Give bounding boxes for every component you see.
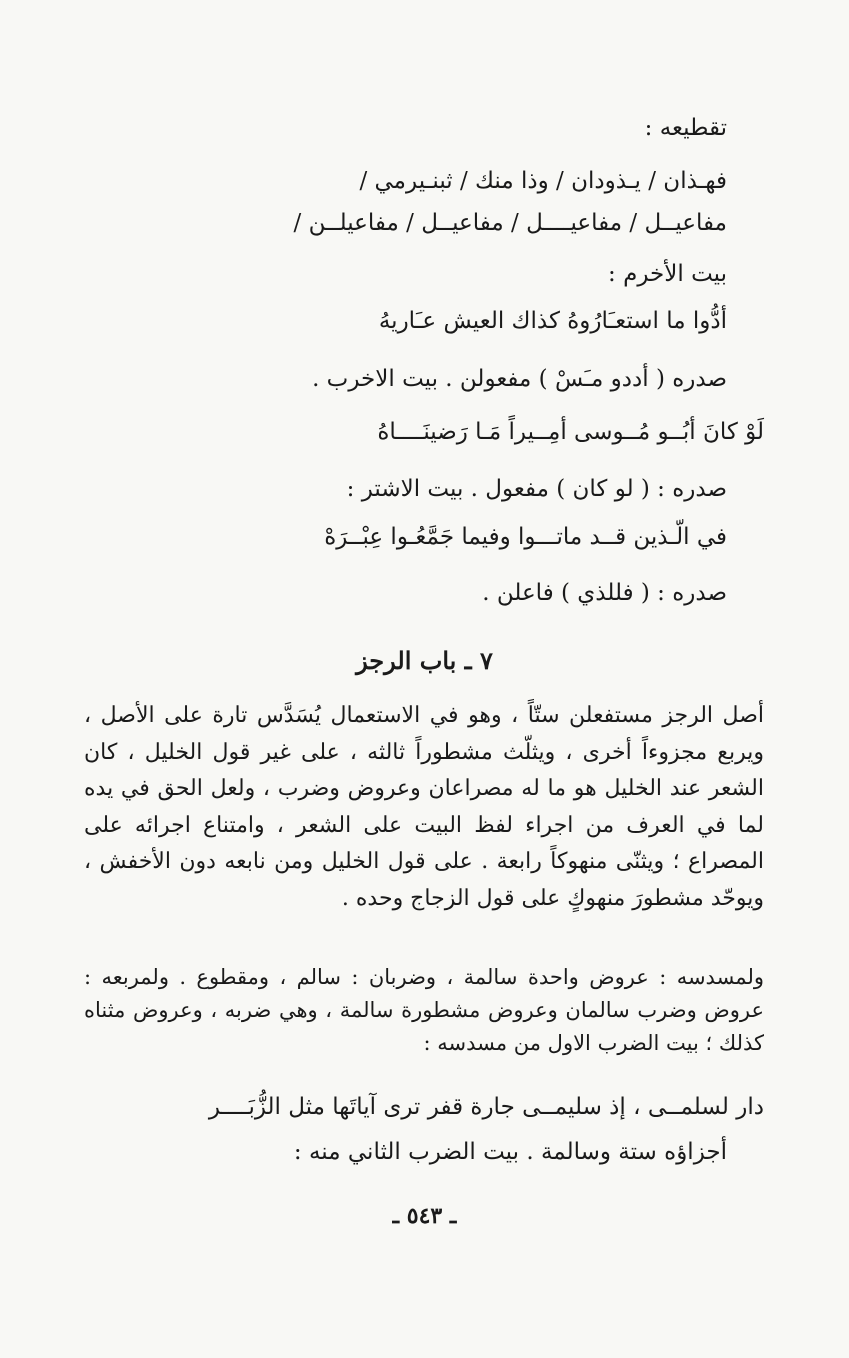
page-number: ـ ٥٤٣ ـ	[392, 1203, 457, 1229]
ashtar-verse: في الّـذين قــد ماتـــوا وفيما جَمَّعُـوا عِبْــرَهْ	[324, 524, 727, 550]
section-heading: ٧ ـ باب الرجز	[356, 646, 493, 675]
ashtar-note: صدره : ( فللذي ) فاعلن .	[482, 580, 727, 606]
rajaz-paragraph: أصل الرجز مستفعلن ستّاً ، وهو في الاستعمال يُسَدَّس تارة على الأصل ، ويربع مجزوءاً أخرى ، ويثلّث مشطوراً ثالثه ، على غير قول الخليل ، كان الشعر عند الخليل هو ما له مصراعان وعروض وضرب ، ولعل الحق في يده لما في العرف من اجراء لفظ البيت على الشعر ، وامتناع اجرائه على المصراع ؛ ويثنّى منهوكاً رابعة . على قول الخليل ومن نابعه دون الأخفش ، ويوحّد مشطورَ منهوكٍ على قول الزجاج وحده .	[84, 703, 764, 911]
akhram-note: صدره ( أددو مـَسْ ) مفعولن . بيت الاخرب .	[312, 366, 727, 392]
rajaz-meters-paragraph: ولمسدسه : عروض واحدة سالمة ، وضربان : سالم ، ومقطوع . ولمربعه : عروض وضرب سالمان وعروض مشطورة سالمة ، وهي ضربه ، وعروض مثناه كذلك ؛ بيت الضرب الاول من مسدسه :	[84, 965, 764, 1055]
akhrab-note: صدره : ( لو كان ) مفعول . بيت الاشتر :	[346, 476, 727, 502]
scansion-row-words: فهـذان / يـذودان / وذا منك / ثبنـيرمي /	[359, 168, 727, 194]
scansion-label: تقطيعه :	[644, 115, 727, 141]
rajaz-example-note: أجزاؤه ستة وسالمة . بيت الضرب الثاني منه :	[293, 1139, 727, 1165]
akhram-verse: أدُّوا ما استعـَارُوهُ كذاك العيش عـَاريهُ	[378, 308, 727, 334]
scansion-row-feet: مفاعيــل / مفاعيــــل / مفاعيــل / مفاعيلــن /	[293, 210, 727, 236]
akhrab-verse: لَوْ كانَ أبُــو مُــوسى أمِــيراً مَـا رَضينَــــاهُ	[377, 419, 764, 445]
akhram-label: بيت الأخرم :	[608, 261, 727, 287]
rajaz-example-verse: دار لسلمــى ، إذ سليمــى جارة قفر ترى آياتَها مثل الزُّبَــــر	[208, 1094, 764, 1120]
